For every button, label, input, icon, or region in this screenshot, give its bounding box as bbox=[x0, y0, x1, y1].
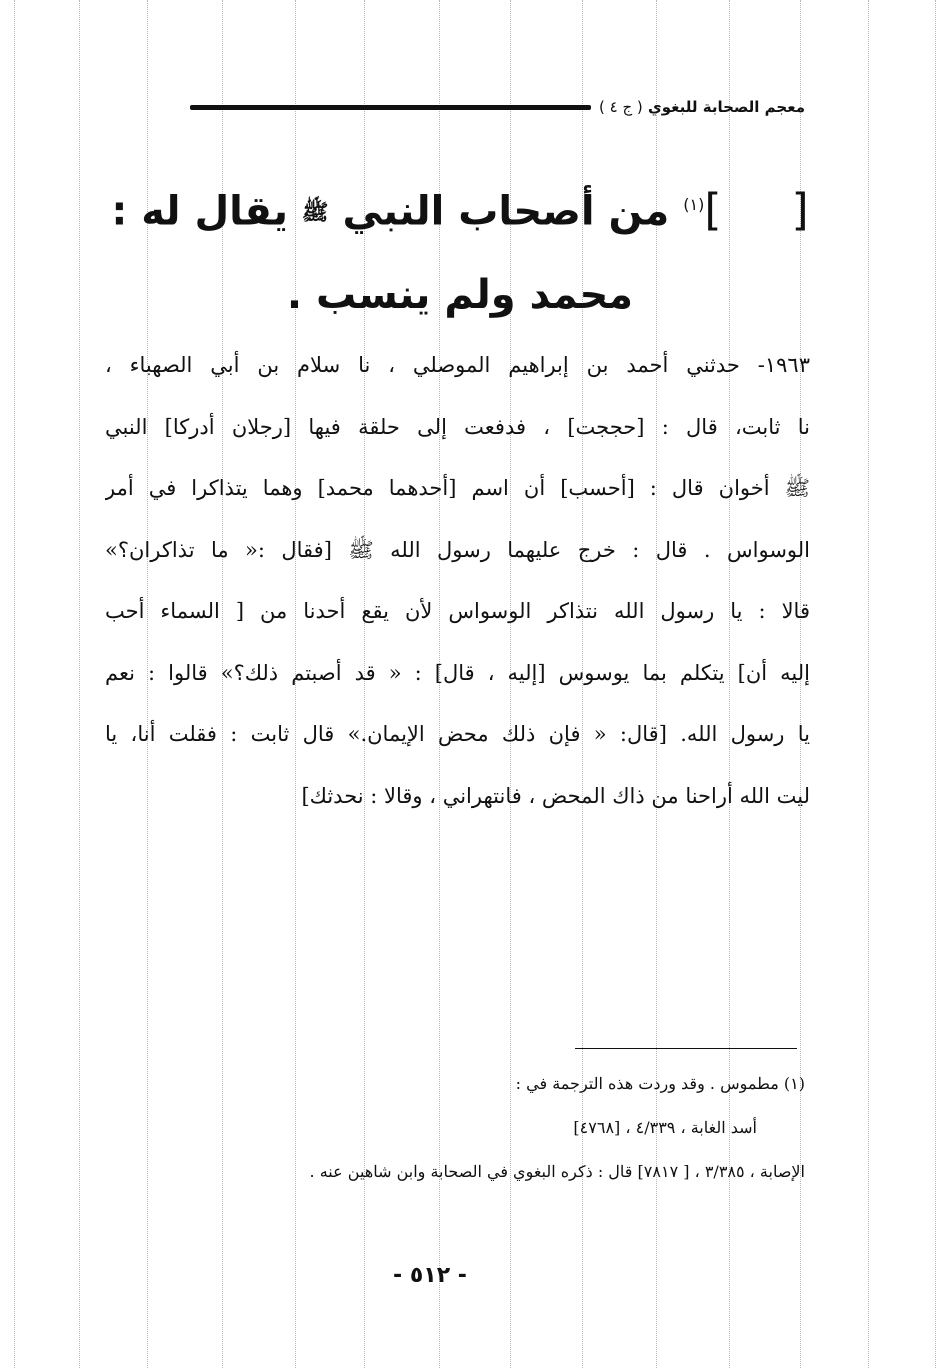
footnote-line bbox=[100, 1062, 805, 1106]
honorific-symbol: ﷺ bbox=[301, 200, 329, 226]
body-line: الوسواس . قال : خرج عليهما رسول الله ﷺ [فقال :« ما تذاكران؟» bbox=[105, 537, 810, 562]
body-line: قالا : يا رسول الله نتذاكر الوسواس لأن يقع أحدنا من [ السماء أحب bbox=[105, 599, 810, 623]
guide-line bbox=[935, 0, 936, 1368]
running-header bbox=[190, 92, 805, 122]
volume-label: ( ج ٤ ) bbox=[599, 98, 643, 116]
footnote-reference: (١) bbox=[683, 195, 705, 214]
hadith-body bbox=[105, 335, 810, 827]
header-rule bbox=[190, 105, 591, 110]
guide-line bbox=[79, 0, 80, 1368]
body-line: نا ثابت، قال : [حججت] ، فدفعت إلى حلقة فيها [رجلان أدركا] النبي bbox=[105, 414, 810, 439]
open-bracket: [ bbox=[791, 184, 809, 236]
footnote-separator bbox=[575, 1048, 797, 1049]
footnote-text: مطموس . وقد وردت هذه الترجمة في : bbox=[515, 1074, 779, 1093]
body-line: إليه أن] يتكلم بما يوسوس [إليه ، قال] : « قد أصبتم ذلك؟» قالوا : نعم bbox=[105, 660, 810, 685]
guide-line bbox=[868, 0, 869, 1368]
title-text: من أصحاب النبي bbox=[342, 188, 670, 235]
footnote-line: أسد الغابة ، ٤/٣٣٩ ، [٤٧٦٨] bbox=[573, 1118, 757, 1137]
footnote-line: الإصابة ، ٣/٣٨٥ ، [ ٧٨١٧] قال : ذكره البغوي في الصحابة وابن شاهين عنه . bbox=[309, 1162, 805, 1181]
close-bracket: ] bbox=[704, 184, 722, 236]
footnotes bbox=[100, 1062, 805, 1194]
body-line: ١٩٦٣- حدثني أحمد بن إبراهيم الموصلي ، نا سلام بن أبي الصهباء ، bbox=[105, 353, 810, 377]
entry-title-line-1 bbox=[110, 175, 810, 243]
title-text-end: يقال له : bbox=[111, 188, 288, 235]
body-line: يا رسول الله. [قال: « فإن ذلك محض الإيمان.» قال ثابت : فقلت أنا، يا bbox=[105, 722, 810, 746]
footnote-marker: (١) bbox=[783, 1074, 805, 1093]
body-line: ﷺ أخوان قال : [أحسب] أن اسم [أحدهما محمد] وهما يتذاكرا في أمر bbox=[105, 476, 810, 500]
book-title: معجم الصحابة للبغوي bbox=[648, 98, 805, 116]
header-title bbox=[591, 98, 805, 116]
guide-line bbox=[14, 0, 15, 1368]
page-number: - ٥١٢ - bbox=[393, 1263, 467, 1288]
body-line: ليت الله أراحنا من ذاك المحض ، فانتهراني ، وقالا : نحدثك] bbox=[301, 783, 810, 808]
entry-title-line-2: محمد ولم ينسب . bbox=[286, 272, 634, 318]
